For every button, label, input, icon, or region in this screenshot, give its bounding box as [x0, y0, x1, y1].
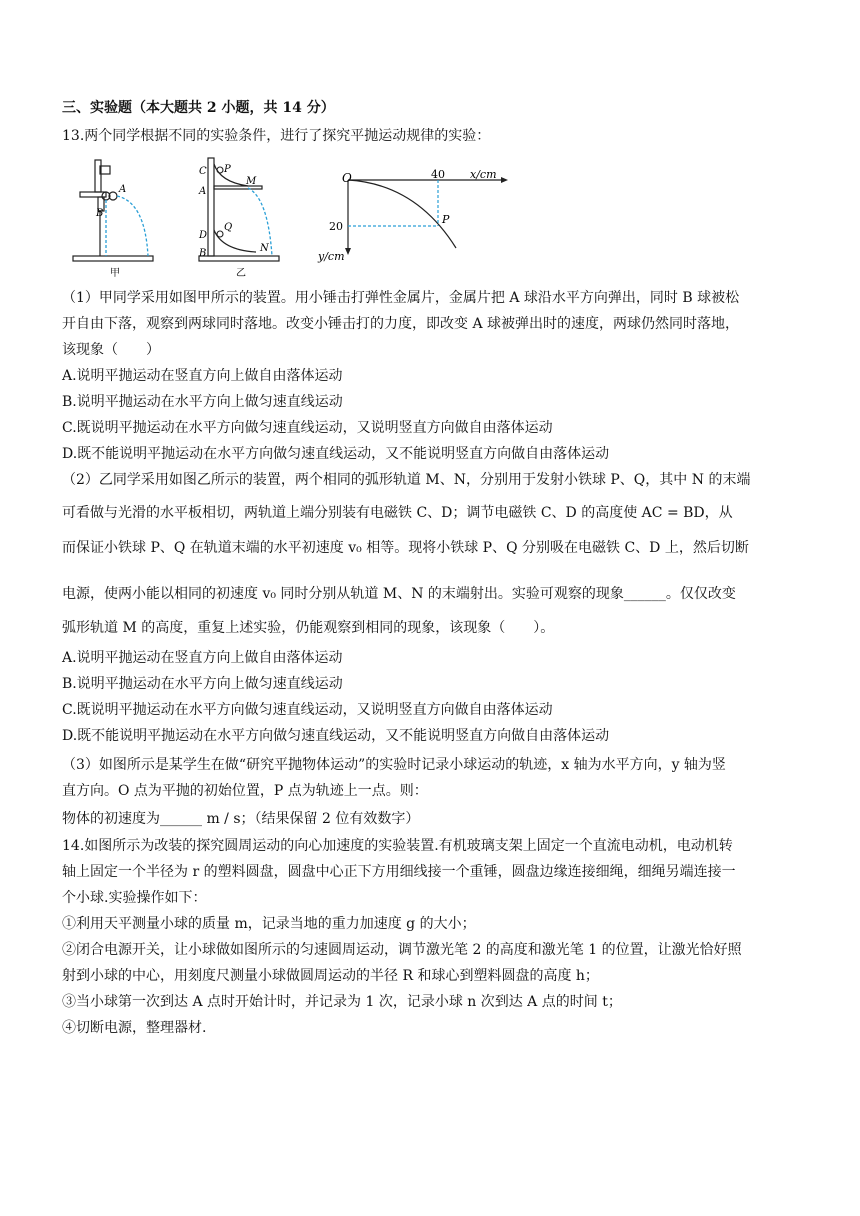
fig-yi-label-a: A: [199, 186, 207, 197]
fig-jia-label-b: B: [96, 208, 104, 219]
graph-point-label: P: [442, 213, 450, 226]
fig-yi-label-d: D: [199, 230, 208, 241]
q13-p1-option-c: C.既说明平抛运动在水平方向做匀速直线运动，又说明竖直方向做自由落体运动: [62, 420, 553, 436]
q13-p2-option-c: C.既说明平抛运动在水平方向做匀速直线运动，又说明竖直方向做自由落体运动: [62, 702, 553, 718]
graph-origin-label: O: [342, 171, 352, 185]
q14-step-3: ③当小球第一次到达 A 点时开始计时，并记录为 1 次，记录小球 n 次到达 A 点的时间 t；: [62, 994, 622, 1010]
trajectory-graph: [316, 160, 516, 270]
q14-step-2-line-1: ②闭合电源开关，让小球做如图所示的匀速圆周运动，调节激光笔 2 的高度和激光笔 1 的位置，让激光恰好照: [62, 942, 742, 958]
fig-yi-label-p: P: [224, 164, 231, 175]
fig-jia-caption: 甲: [110, 268, 120, 279]
q13-p1-line-3: 该现象（ ）: [62, 342, 160, 358]
section-heading: 三、实验题（本大题共 2 小题，共 14 分）: [62, 100, 335, 116]
figure-yi: [196, 152, 286, 282]
q13-p2-option-b: B.说明平抛运动在水平方向上做匀速直线运动: [62, 676, 343, 692]
fig-yi-caption: 乙: [236, 268, 246, 279]
q13-p3-line-1: （3）如图所示是某学生在做“研究平抛物体运动”的实验时记录小球运动的轨迹，x 轴为水平方向，y 轴为竖: [62, 757, 726, 773]
q14-line-3: 个小球.实验操作如下：: [62, 890, 207, 906]
q13-p1-line-1: （1）甲同学采用如图甲所示的装置。用小锤击打弹性金属片，金属片把 A 球沿水平方向弹出，同时 B 球被松: [62, 290, 740, 306]
fig-yi-label-m: M: [246, 176, 257, 187]
q13-p2-line-3: 而保证小铁球 P、Q 在轨道末端的水平初速度 v₀ 相等。现将小铁球 P、Q 分别吸在电磁铁 C、D 上，然后切断: [62, 540, 749, 556]
graph-y-axis-label: y/cm: [318, 250, 345, 263]
figure-jia: [70, 152, 160, 282]
q13-p1-option-a: A.说明平抛运动在竖直方向上做自由落体运动: [62, 368, 343, 384]
q13-p2-line-2: 可看做与光滑的水平板相切，两轨道上端分别装有电磁铁 C、D；调节电磁铁 C、D 的高度使 AC = BD，从: [62, 505, 733, 521]
q14-line-1: 14.如图所示为改装的探究圆周运动的向心加速度的实验装置.有机玻璃支架上固定一个直流电动机，电动机转: [62, 838, 733, 854]
q13-p2-option-a: A.说明平抛运动在竖直方向上做自由落体运动: [62, 650, 343, 666]
q14-step-1: ①利用天平测量小球的质量 m，记录当地的重力加速度 g 的大小；: [62, 916, 476, 932]
fig-jia-label-a: A: [119, 184, 127, 195]
q13-stem: 13.两个同学根据不同的实验条件，进行了探究平抛运动规律的实验：: [62, 128, 491, 144]
fig-yi-label-c: C: [199, 166, 207, 177]
q13-p1-option-d: D.既不能说明平抛运动在水平方向做匀速直线运动，又不能说明竖直方向做自由落体运动: [62, 446, 610, 462]
graph-x-tick-label: 40: [431, 168, 445, 181]
fig-yi-label-n: N: [260, 243, 269, 254]
q13-p2-option-d: D.既不能说明平抛运动在水平方向做匀速直线运动，又不能说明竖直方向做自由落体运动: [62, 728, 610, 744]
q13-p2-line-1: （2）乙同学采用如图乙所示的装置，两个相同的弧形轨道 M、N，分别用于发射小铁球 P、Q，其中 N 的末端: [62, 472, 751, 488]
q13-p2-line-5: 弧形轨道 M 的高度，重复上述实验，仍能观察到相同的现象，该现象（ ）。: [62, 620, 555, 636]
q13-p3-line-3: 物体的初速度为______ m / s；（结果保留 2 位有效数字）: [62, 811, 420, 827]
q13-p1-line-2: 开自由下落，观察到两球同时落地。改变小锤击打的力度，即改变 A 球被弹出时的速度，两球仍然同时落地，: [62, 316, 740, 332]
graph-x-axis-label: x/cm: [470, 168, 497, 181]
fig-yi-label-b: B: [199, 248, 207, 259]
graph-y-tick-label: 20: [329, 220, 343, 233]
q14-step-2-line-2: 射到小球的中心，用刻度尺测量小球做圆周运动的半径 R 和球心到塑料圆盘的高度 h；: [62, 968, 599, 984]
q14-step-4: ④切断电源，整理器材.: [62, 1020, 207, 1036]
fig-yi-label-q: Q: [224, 222, 233, 233]
q13-p3-line-2: 直方向。O 点为平抛的初始位置，P 点为轨迹上一点。则：: [62, 783, 428, 799]
q13-p1-option-b: B.说明平抛运动在水平方向上做匀速直线运动: [62, 394, 343, 410]
q14-line-2: 轴上固定一个半径为 r 的塑料圆盘，圆盘中心正下方用细线接一个重锤，圆盘边缘连接细绳，细绳另端连接一: [62, 864, 736, 880]
q13-p2-line-4: 电源，使两小能以相同的初速度 v₀ 同时分别从轨道 M、N 的末端射出。实验可观察的现象______。仅仅改变: [62, 586, 736, 602]
